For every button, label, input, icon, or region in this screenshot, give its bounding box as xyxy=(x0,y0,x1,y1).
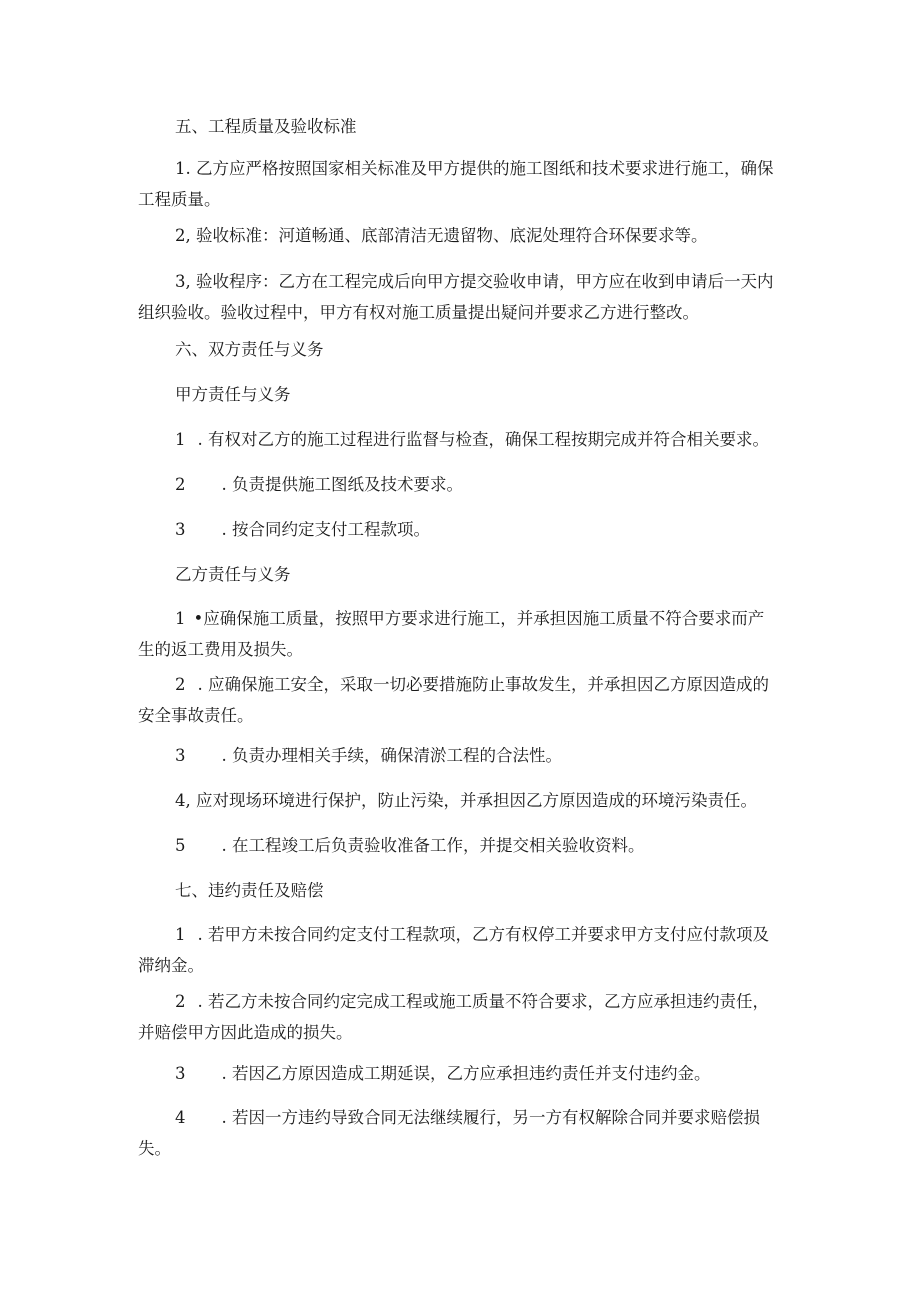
sec7-item-4-line-2: 失。 xyxy=(138,1139,171,1158)
party-b-item-2-line-2: 安全事故责任。 xyxy=(138,706,254,725)
sec7-item-2-line-1: . 若乙方未按合同约定完成工程或施工质量不符合要求，乙方应承担违约责任， xyxy=(197,992,769,1011)
party-b-item-2 xyxy=(138,669,788,731)
sec7-item-2-number: 2 xyxy=(175,992,186,1011)
section-5-heading: 五、工程质量及验收标准 xyxy=(175,117,357,136)
sec7-item-3-number: 3 xyxy=(175,1064,186,1083)
party-a-item-3-number: 3 xyxy=(175,520,186,539)
sec7-item-3-text: . 若因乙方原因造成工期延误，乙方应承担违约责任并支付违约金。 xyxy=(221,1064,711,1083)
party-b-item-4: 4, 应对现场环境进行保护，防止污染，并承担因乙方原因造成的环境污染责任。 xyxy=(175,791,757,810)
section-6-heading: 六、双方责任与义务 xyxy=(175,340,324,359)
party-b-item-1 xyxy=(138,603,788,665)
sec7-item-1 xyxy=(138,919,788,981)
sec7-item-2-line-2: 并赔偿甲方因此造成的损失。 xyxy=(138,1023,353,1042)
party-b-item-3-number: 3 xyxy=(175,746,186,765)
party-b-item-2-number: 2 xyxy=(175,675,186,694)
party-b-item-5-number: 5 xyxy=(175,836,186,855)
party-a-item-3-text: . 按合同约定支付工程款项。 xyxy=(221,520,430,539)
sec7-item-2 xyxy=(138,986,788,1048)
party-a-item-2 xyxy=(175,469,785,500)
party-b-item-1-number: 1 xyxy=(175,609,186,628)
sec5-item-3-line-1: 3, 验收程序：乙方在工程完成后向甲方提交验收申请，甲方应在收到申请后一天内 xyxy=(175,272,774,291)
party-b-item-3 xyxy=(175,740,785,771)
party-a-item-3 xyxy=(175,514,785,545)
section-7-heading: 七、违约责任及赔偿 xyxy=(175,881,324,900)
party-a-item-1 xyxy=(175,424,785,455)
sec7-item-3 xyxy=(175,1058,785,1089)
party-b-item-5 xyxy=(175,830,785,861)
party-b-item-5-text: . 在工程竣工后负责验收准备工作，并提交相关验收资料。 xyxy=(221,836,645,855)
party-b-item-3-text: . 负责办理相关手续，确保清淤工程的合法性。 xyxy=(221,746,562,765)
sec7-item-4-number: 4 xyxy=(175,1108,186,1127)
sec5-item-1 xyxy=(138,153,788,215)
party-b-item-1-line-1: •应确保施工质量，按照甲方要求进行施工，并承担因施工质量不符合要求而产 xyxy=(193,609,765,628)
party-b-item-1-line-2: 生的返工费用及损失。 xyxy=(138,640,303,659)
party-a-item-2-number: 2 xyxy=(175,475,186,494)
sec7-item-1-number: 1 xyxy=(175,925,186,944)
sec5-item-2: 2, 验收标准：河道畅通、底部清洁无遗留物、底泥处理符合环保要求等。 xyxy=(175,226,708,245)
sec7-item-4 xyxy=(138,1102,788,1164)
sec5-item-1-line-1: 1. 乙方应严格按照国家相关标准及甲方提供的施工图纸和技术要求进行施工，确保 xyxy=(175,159,774,178)
sec5-item-3-line-2: 组织验收。验收过程中，甲方有权对施工质量提出疑问并要求乙方进行整改。 xyxy=(138,303,699,322)
sec7-item-1-line-1: . 若甲方未按合同约定支付工程款项，乙方有权停工并要求甲方支付应付款项及 xyxy=(197,925,769,944)
party-a-item-1-text: . 有权对乙方的施工过程进行监督与检查，确保工程按期完成并符合相关要求。 xyxy=(197,430,769,449)
party-a-heading: 甲方责任与义务 xyxy=(175,385,291,404)
party-a-item-2-text: . 负责提供施工图纸及技术要求。 xyxy=(221,475,463,494)
party-b-heading: 乙方责任与义务 xyxy=(175,565,291,584)
party-a-item-1-number: 1 xyxy=(175,430,186,449)
sec7-item-4-line-1: . 若因一方违约导致合同无法继续履行，另一方有权解除合同并要求赔偿损 xyxy=(221,1108,760,1127)
sec7-item-1-line-2: 滞纳金。 xyxy=(138,956,204,975)
party-b-item-2-line-1: . 应确保施工安全，采取一切必要措施防止事故发生，并承担因乙方原因造成的 xyxy=(197,675,769,694)
sec5-item-1-line-2: 工程质量。 xyxy=(138,190,221,209)
sec5-item-3 xyxy=(138,266,788,328)
